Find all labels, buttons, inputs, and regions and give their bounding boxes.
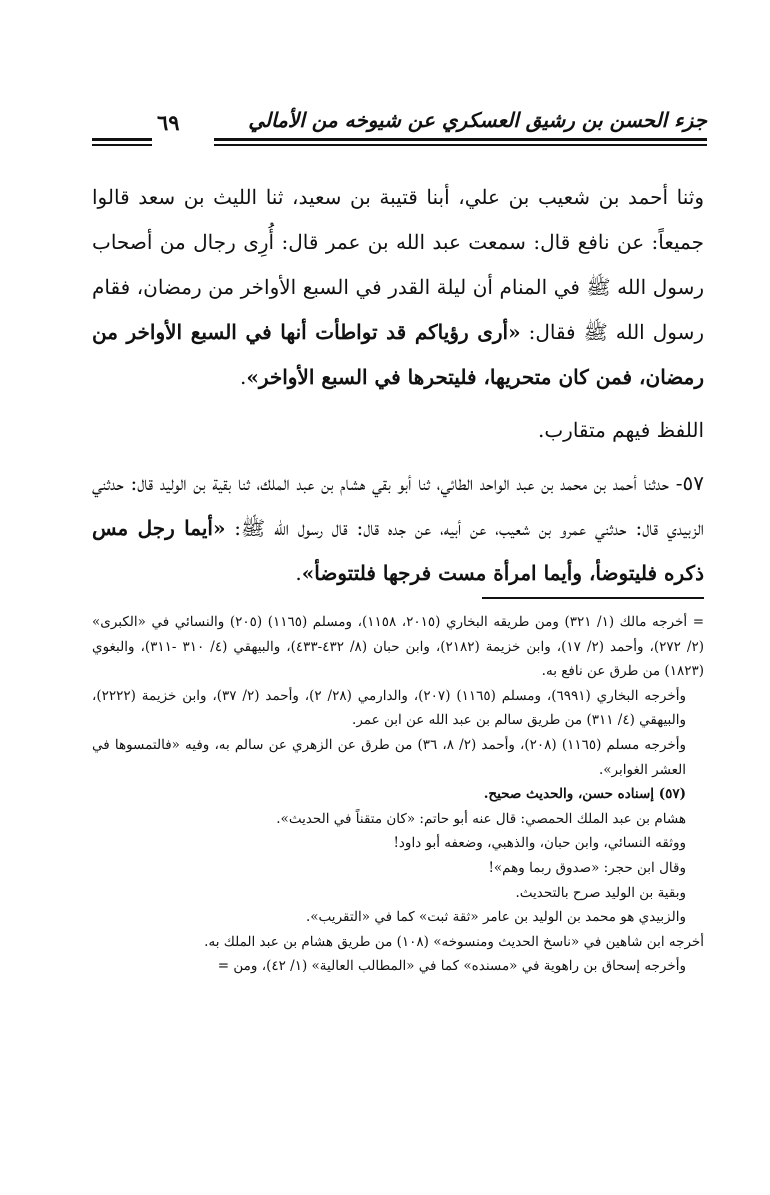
footnote-line: أخرجه ابن شاهين في «ناسخ الحديث ومنسوخه» (١٠٨) من طريق هشام بن عبد الملك به. [204,933,704,950]
header-rule [214,138,707,141]
footnote-line: وقال ابن حجر: «صدوق ربما وهم»! [488,859,686,876]
page-number: ٦٩ [157,110,180,135]
narration-chain: ٥٧- حدثنا أحمد بن محمد بن عبد الواحد الطائي، ثنا أبو بقي هشام بن عبد الملك، ثنا بقية بن الوليد قال: حدثني الزبيدي قال: حدثني عمرو بن شعيب، عن أبيه، عن جده قال: قال رسول الله ﷺ: [92,471,704,540]
narration-chain: وثنا أحمد بن شعيب بن علي، أبنا قتيبة بن سعيد، ثنا الليث بن سعد قالوا جميعاً: عن نافع قال: سمعت عبد الله بن عمر قال: أُرِى رجال من أصحاب رسول الله ﷺ في المنام أن ليلة القدر في السبع الأواخر من رمضان، فقام رسول الله ﷺ فقال: [92,185,704,344]
running-header [92,108,707,138]
footnotes [92,610,704,979]
footnote-line: والزبيدي هو محمد بن الوليد بن عامر «ثقة ثبت» كما في «التقريب». [306,909,686,926]
hadith-matn: «أرى رؤياكم قد تواطأت أنها في السبع الأواخر من رمضان، فمن كان متحريها، فليتحرها في السبع الأواخر» [92,320,704,389]
footnote-line: ووثقه النسائي، وابن حبان، والذهبي، وضعفه أبو داود! [393,835,686,852]
footnote-line: = أخرجه مالك (١/ ٣٢١) ومن طريقه البخاري (٢٠١٥، ١١٥٨)، ومسلم (١١٦٥) (٢٠٥) والنسائي في «الكبرى» (٢/ ٢٧٢)، وأحمد (٢/ ١٧)، وابن خزيمة (٢١٨٢)، وابن حبان (٨/ ٤٣٢-٤٣٣)، والبيهقي (٤/ ٣١٠ -٣١١)، والبغوي (١٨٢٣) من طرق عن نافع به. [92,614,705,680]
hadith-paragraph [92,461,704,596]
footnote-line: وأخرجه مسلم (١١٦٥) (٢٠٨)، وأحمد (٢/ ٨، ٣٦) من طرق عن الزهري عن سالم به، وفيه «فالتمسوها في العشر الغوابر». [92,736,687,778]
footnote-separator [482,597,704,599]
header-title: جزء الحسن بن رشيق العسكري عن شيوخه من الأمالي [248,108,707,132]
hadith-matn: «أيما رجل مس ذكره فليتوضأ، وأيما امرأة مست فرجها فلتتوضأ» [92,516,704,585]
footnote-line: هشام بن عبد الملك الحمصي: قال عنه أبو حاتم: «كان متقناً في الحديث». [276,810,686,827]
period: . [239,365,247,389]
header-rule [214,144,707,146]
period: . [295,561,302,585]
footnote-line: وأخرجه البخاري (٦٩٩١)، ومسلم (١١٦٥) (٢٠٧)، والدارمي (٢٨/ ٢)، وأحمد (٢/ ٣٧)، وابن خزيمة (٢٢٢٢)، والبيهقي (٤/ ٣١١) من طريق سالم بن عبد الله عن ابن عمر. [92,687,686,729]
footnote-heading: (٥٧) إسناده حسن، والحديث صحيح. [483,786,686,803]
main-text [92,175,704,596]
footnote-line: وأخرجه إسحاق بن راهوية في «مسنده» كما في «المطالب العالية» (١/ ٤٢)، ومن = [217,958,686,975]
note-paragraph: اللفظ فيهم متقارب. [537,418,704,442]
footnote-line: وبقية بن الوليد صرح بالتحديث. [515,884,686,901]
header-rule [92,138,152,141]
header-rule [92,144,152,146]
hadith-paragraph [92,175,704,400]
